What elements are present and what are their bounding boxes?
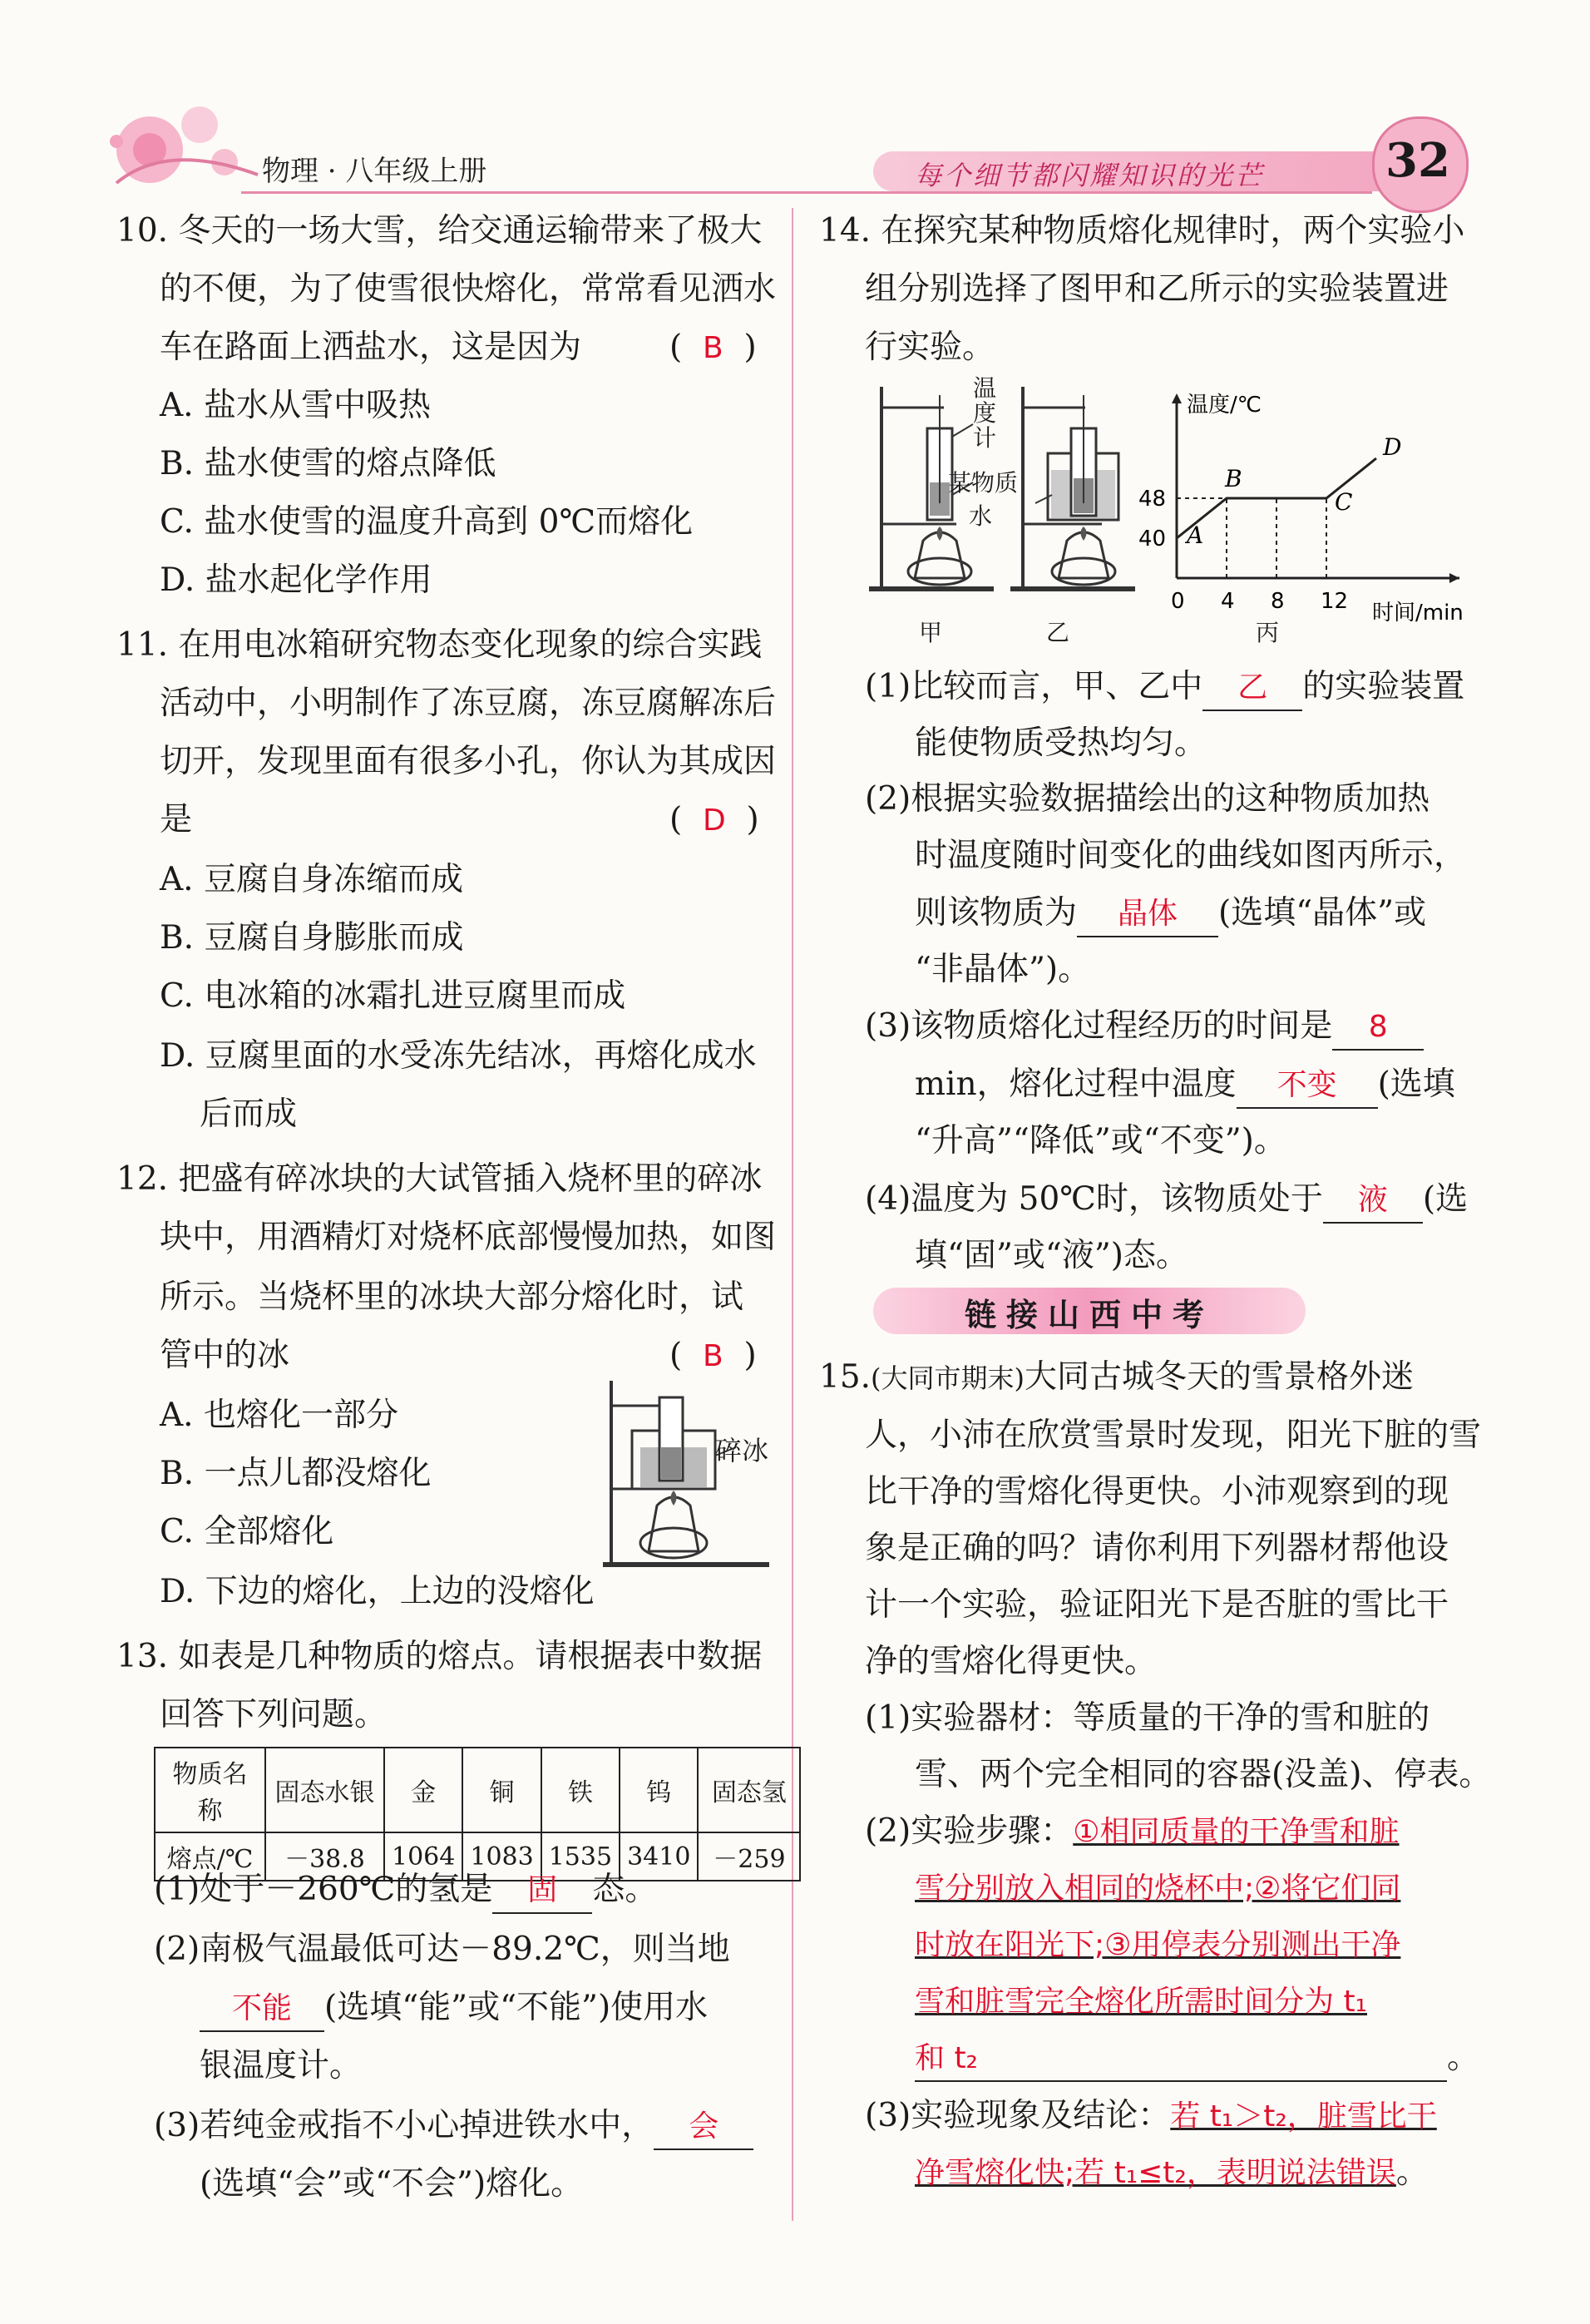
- point-label-c: C: [1335, 488, 1353, 516]
- q12-line-1: 12. 把盛有碎冰块的大试管插入烧杯里的碎冰: [116, 1160, 763, 1198]
- q11-option-d: D. 豆腐里面的水受冻先结冰，再熔化成水: [160, 1037, 757, 1075]
- q12-line-3: 所示。当烧杯里的冰块大部分熔化时，试: [160, 1278, 744, 1316]
- q13-line-1: 13. 如表是几种物质的熔点。请根据表中数据: [116, 1638, 763, 1675]
- q10-line-3: 车在路面上洒盐水，这是因为: [160, 329, 582, 366]
- q10-line-2: 的不便，为了使雪很快熔化，常常看见洒水: [160, 270, 777, 308]
- q15-p2-answer-line-3: [915, 1923, 1400, 1967]
- q15-p3-end: 。: [1395, 2153, 1429, 2191]
- q11-line-1: 11. 在用电冰箱研究物态变化现象的综合实践: [116, 626, 763, 664]
- q14-label-water: 水: [969, 502, 993, 530]
- x-axis-label: 时间/min: [1372, 601, 1464, 626]
- table-cell: 1064: [384, 1832, 462, 1881]
- q12-option-b: B. 一点儿都没熔化: [160, 1455, 432, 1492]
- q14-part-2-line-1: (2)根据实验数据描绘出的这种物质加热: [865, 780, 1430, 818]
- q15-p2-answer-3: 时放在阳光下;③用停表分别测出干净: [915, 1928, 1401, 1962]
- table-cell: 3410: [620, 1832, 698, 1881]
- q14-part-3: [865, 1005, 1424, 1051]
- q15-part-1-line-2: 雪、两个完全相同的容器(没盖)、停表。: [915, 1756, 1492, 1793]
- flower-ornament-icon: [100, 91, 266, 200]
- q15-line-3: 比干净的雪熔化得更快。小沛观察到的现: [865, 1473, 1449, 1511]
- q13-part-3-line-2: (选填“会”或“不会”)熔化。: [200, 2165, 584, 2203]
- section-title: 链接山西中考: [964, 1296, 1214, 1333]
- page-header: [0, 0, 1590, 208]
- q15-source: (大同市期末): [871, 1362, 1025, 1394]
- q15-p2-answer-1: ①相同质量的干净雪和脏: [1073, 1815, 1400, 1849]
- q14-part-4-line-2: 填“固”或“液”)态。: [915, 1237, 1188, 1274]
- q11-option-a: A. 豆腐自身冻缩而成: [160, 861, 463, 898]
- q14-label-thermometer: 温度计: [973, 374, 997, 452]
- q15-p2-answer-line-5: [915, 2036, 1479, 2082]
- table-cell: 物质名称: [155, 1748, 265, 1832]
- q14-part-2-line-2: 时温度随时间变化的曲线如图丙所示，: [915, 837, 1467, 874]
- q14-p3-text: (3)该物质熔化过程经历的时间是: [865, 1007, 1333, 1045]
- temperature-time-chart: [1131, 378, 1480, 628]
- q14-p3-line2-post: (选填: [1377, 1066, 1455, 1103]
- q11-option-c: C. 电冰箱的冰霜扎进豆腐里而成: [160, 977, 626, 1015]
- q13-p1-answer: 固: [527, 1873, 558, 1907]
- melting-point-table: [154, 1747, 801, 1881]
- q14-label-yi: 乙: [1046, 619, 1070, 646]
- q14-p4-post: (选: [1422, 1180, 1469, 1218]
- q14-p2-post: (选填“晶体”或: [1218, 894, 1427, 932]
- q15-line-6: 净的雪熔化得更快。: [865, 1643, 1158, 1680]
- q14-part-1: [865, 665, 1464, 711]
- q12-answer-bracket: ( B ): [669, 1337, 757, 1374]
- q15-line-2: 人，小沛在欣赏雪景时发现，阳光下脏的雪: [865, 1417, 1482, 1454]
- table-cell: 1535: [541, 1832, 620, 1881]
- q14-part-1-line-2: 能使物质受热均匀。: [915, 724, 1207, 762]
- q11-option-d-cont: 后而成: [200, 1095, 298, 1133]
- q14-p1-text: (1)比较而言，甲、乙中: [865, 668, 1203, 705]
- column-divider: [792, 208, 793, 2221]
- q13-p2-post: (选填“能”或“不能”)使用水: [324, 1989, 709, 2026]
- y-tick-label: 48: [1138, 487, 1167, 512]
- page-number: 32: [1385, 133, 1450, 188]
- q11-answer-bracket: ( D ): [669, 801, 759, 838]
- table-cell: 熔点/℃: [155, 1832, 265, 1881]
- q10-option-c: C. 盐水使雪的温度升高到 0℃而熔化: [160, 503, 694, 541]
- q14-part-4: [865, 1178, 1468, 1224]
- q12-apparatus-figure: [595, 1372, 778, 1572]
- q13-part-2-line-3: 银温度计。: [200, 2047, 363, 2084]
- q15-line-4: 象是正确的吗？请你利用下列器材帮他设: [865, 1530, 1449, 1567]
- q15-p2-answer-line-2: [915, 1867, 1400, 1911]
- q11-line-2: 活动中，小明制作了冻豆腐，冻豆腐解冻后: [160, 685, 777, 722]
- x-tick-label: 8: [1271, 589, 1285, 614]
- q13-p2-answer: 不能: [231, 1991, 292, 2025]
- q14-p4-answer: 液: [1357, 1183, 1388, 1217]
- point-label-b: B: [1225, 465, 1242, 492]
- q13-p3-text: (3)若纯金戒指不小心掉进铁水中，: [154, 2107, 654, 2144]
- q14-p3-line2-text: min，熔化过程中温度: [915, 1066, 1237, 1103]
- table-cell: 固态水银: [265, 1748, 384, 1832]
- table-header-row: [155, 1748, 800, 1832]
- q15-part-1-line-1: (1)实验器材：等质量的干净的雪和脏的: [865, 1699, 1430, 1737]
- q12-figure-label: 碎冰: [715, 1435, 769, 1466]
- q10-option-b: B. 盐水使雪的熔点降低: [160, 445, 496, 482]
- q15-number: 15.: [819, 1358, 872, 1396]
- q12-answer: B: [703, 1339, 723, 1373]
- header-slogan: 每个细节都闪耀知识的光芒: [915, 160, 1265, 191]
- q14-part-2-line-3: [915, 892, 1426, 937]
- q13-part-2-line-2: [200, 1986, 708, 2032]
- table-cell: 固态氢: [698, 1748, 800, 1832]
- x-tick-label: 0: [1171, 589, 1185, 614]
- header-rule: [241, 191, 1372, 194]
- q14-p2-text: 则该物质为: [915, 894, 1078, 932]
- q11-line-4: 是: [160, 801, 193, 838]
- q10-option-a: A. 盐水从雪中吸热: [160, 387, 431, 424]
- q13-line-2: 回答下列问题。: [160, 1696, 388, 1733]
- x-axis-arrow-icon: [1449, 573, 1459, 583]
- q15-p2-end: 。: [1447, 2039, 1480, 2076]
- q14-label-substance: 某物质: [948, 469, 1019, 497]
- x-tick-label: 12: [1321, 589, 1349, 614]
- table-cell: 铜: [462, 1748, 541, 1832]
- q15-part-2: [865, 1810, 1400, 1854]
- q11-line-3: 切开，发现里面有很多小孔，你认为其成因: [160, 743, 777, 780]
- q10-answer: B: [703, 331, 723, 365]
- q15-part-3: [865, 2094, 1437, 2139]
- q15-p3-answer-line-2: [915, 2151, 1429, 2195]
- q14-part-3-line-2: [915, 1063, 1455, 1109]
- q13-part-3: [154, 2104, 753, 2150]
- q14-line-2: 组分别选择了图甲和乙所示的实验装置进: [865, 270, 1449, 308]
- q14-line-3: 行实验。: [865, 329, 995, 366]
- q11-option-b: B. 豆腐自身膨胀而成: [160, 919, 464, 957]
- q15-p2-answer-5: 和 t₂: [915, 2041, 978, 2075]
- q14-part-2-line-4: “非晶体”)。: [915, 951, 1091, 988]
- q10-answer-bracket: ( B ): [669, 329, 757, 366]
- q12-option-d: D. 下边的熔化，上边的没熔化: [160, 1573, 595, 1610]
- q14-p2-answer: 晶体: [1118, 897, 1178, 931]
- q12-option-a: A. 也熔化一部分: [160, 1397, 398, 1434]
- q10-line-1: 10. 冬天的一场大雪，给交通运输带来了极大: [116, 212, 763, 250]
- table-cell: 金: [384, 1748, 462, 1832]
- q12-line-4: 管中的冰: [160, 1337, 290, 1374]
- point-label-a: A: [1187, 522, 1204, 549]
- q13-p1-post: 态。: [592, 1871, 658, 1908]
- q15-p2-answer-2: 雪分别放入相同的烧杯中;②将它们同: [915, 1872, 1401, 1906]
- q15-p3-text: (3)实验现象及结论：: [865, 2097, 1171, 2134]
- q15-line-1-text: 大同古城冬天的雪景格外迷: [1025, 1358, 1415, 1396]
- table-cell: 1083: [462, 1832, 541, 1881]
- q15-p2-answer-line-4: [915, 1980, 1367, 2024]
- subject-title: 物理 · 八年级上册: [262, 155, 487, 188]
- q15-p3-answer-2: 净雪熔化快;若 t₁≤t₂，表明说法错误: [915, 2156, 1396, 2190]
- q14-part-3-line-3: “升高”“降低”或“不变”)。: [915, 1122, 1286, 1160]
- point-label-d: D: [1383, 433, 1402, 461]
- q15-p2-text: (2)实验步骤：: [865, 1812, 1074, 1850]
- q11-answer: D: [703, 804, 726, 838]
- q14-line-1: 14. 在探究某种物质熔化规律时，两个实验小: [819, 212, 1465, 250]
- q15-p3-answer-1: 若 t₁＞t₂，脏雪比干: [1170, 2099, 1437, 2134]
- y-axis-label: 温度/℃: [1187, 393, 1262, 418]
- x-tick-label: 4: [1221, 589, 1235, 614]
- q12-line-2: 块中，用酒精灯对烧杯底部慢慢加热，如图: [160, 1219, 777, 1256]
- q14-label-bing: 丙: [1256, 619, 1280, 646]
- q15-line-5: 计一个实验，验证阳光下是否脏的雪比干: [865, 1586, 1449, 1624]
- y-axis-arrow-icon: [1172, 393, 1182, 403]
- q14-p3-answer-2: 不变: [1276, 1068, 1337, 1102]
- table-cell: －38.8: [265, 1832, 384, 1881]
- q13-p3-answer: 会: [689, 2109, 719, 2144]
- y-tick-label: 40: [1138, 527, 1167, 551]
- q14-p3-answer: 8: [1368, 1010, 1388, 1044]
- q14-p1-post: 的实验装置: [1302, 668, 1465, 705]
- q12-option-c: C. 全部熔化: [160, 1513, 334, 1550]
- q13-part-2: (2)南极气温最低可达－89.2℃，则当地: [154, 1931, 730, 1968]
- q13-p1-text: (1)处于－260℃的氢是: [154, 1871, 493, 1908]
- q15-p2-answer-4: 雪和脏雪完全熔化所需时间分为 t₁: [915, 1985, 1367, 2019]
- q14-label-jia: 甲: [919, 619, 943, 646]
- table-cell: 铁: [541, 1748, 620, 1832]
- table-cell: 钨: [620, 1748, 698, 1832]
- q13-part-1: [154, 1868, 657, 1914]
- q14-p1-answer: 乙: [1237, 670, 1268, 705]
- q15-line-1: [819, 1356, 1414, 1400]
- table-cell: －259: [698, 1832, 800, 1881]
- q14-p4-text: (4)温度为 50℃时，该物质处于: [865, 1180, 1323, 1218]
- q10-option-d: D. 盐水起化学作用: [160, 561, 432, 599]
